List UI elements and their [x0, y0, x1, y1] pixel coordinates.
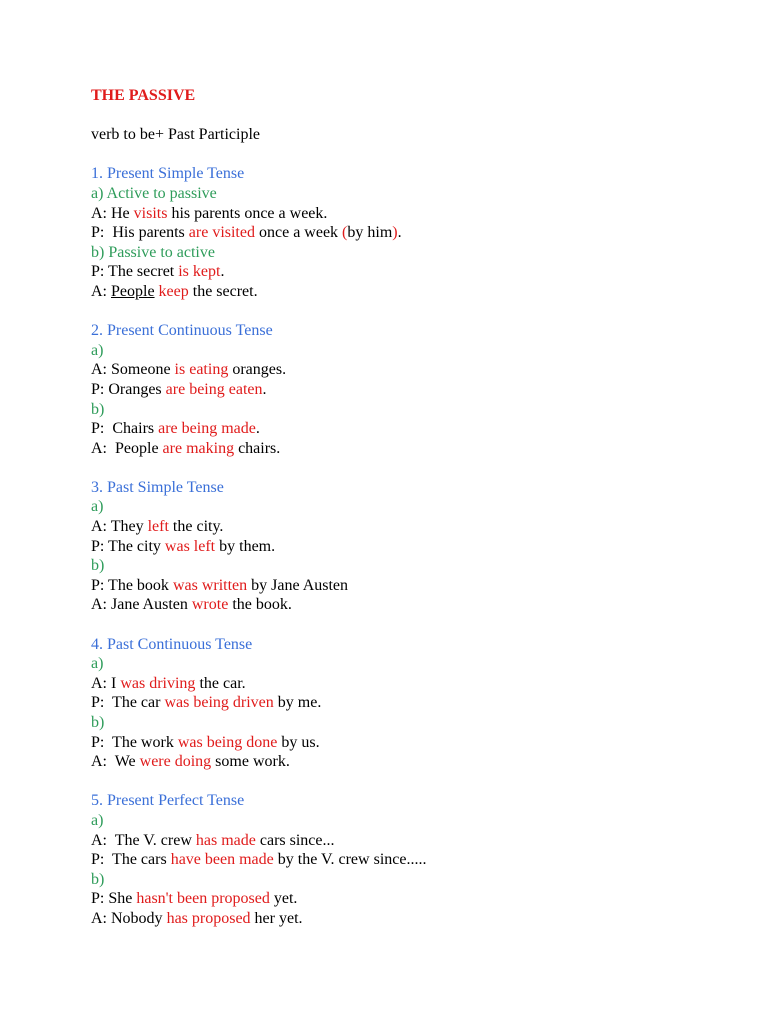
example-sentence — [91, 537, 731, 557]
verb-highlight: hasn't been proposed — [136, 890, 270, 908]
sentence-text: . — [255, 420, 260, 438]
sentence-text: P: The book — [91, 576, 173, 594]
sentence-text: A: I — [91, 674, 121, 692]
example-sentence — [91, 733, 731, 753]
sentence-text: A: He — [91, 204, 134, 222]
sentence-text: cars since... — [255, 831, 335, 849]
tense-section — [91, 321, 731, 458]
verb-highlight: was driving — [120, 674, 196, 692]
sentence-text: A: Nobody — [91, 909, 167, 927]
sentence-text: P: The work — [91, 733, 178, 751]
sentence-text: P: Chairs — [91, 420, 159, 438]
verb-highlight: were doing — [139, 753, 212, 771]
verb-highlight: has made — [195, 831, 256, 849]
sentence-text: the secret. — [188, 282, 258, 300]
example-sentence — [91, 831, 731, 851]
section-heading: 3. Past Simple Tense — [91, 478, 224, 496]
spacer — [91, 106, 731, 126]
verb-highlight: was being driven — [164, 694, 274, 712]
sentence-text: A: Jane Austen — [91, 596, 192, 614]
verb-highlight: are making — [162, 439, 235, 457]
verb-highlight: has proposed — [166, 909, 251, 927]
sentence-text: A: People — [91, 439, 163, 457]
tense-section — [91, 791, 731, 928]
verb-highlight: is kept — [178, 263, 221, 281]
example-sentence — [91, 752, 731, 772]
formula-line: verb to be+ Past Participle — [91, 126, 260, 144]
example-sentence — [91, 517, 731, 537]
verb-highlight: keep — [158, 282, 189, 300]
spacer — [91, 302, 731, 322]
sentence-text: P: The cars — [91, 851, 171, 869]
verb-highlight: was written — [172, 576, 248, 594]
sentence-text: by me. — [273, 694, 322, 712]
verb-highlight: was being done — [177, 733, 278, 751]
group-label: b) — [91, 870, 105, 888]
sentence-text: some work. — [211, 753, 290, 771]
group-label: a) — [91, 655, 104, 673]
group-label: b) — [91, 557, 105, 575]
example-sentence — [91, 674, 731, 694]
example-sentence — [91, 204, 731, 224]
section-heading: 1. Present Simple Tense — [91, 165, 245, 183]
verb-highlight: are being eaten — [165, 380, 263, 398]
tense-section — [91, 478, 731, 615]
verb-highlight: ( — [342, 224, 348, 242]
section-heading: 4. Past Continuous Tense — [91, 635, 253, 653]
sentence-text: A: — [91, 282, 111, 300]
tense-section — [91, 635, 731, 772]
verb-highlight: wrote — [191, 596, 229, 614]
example-sentence — [91, 693, 731, 713]
example-sentence — [91, 850, 731, 870]
group-label: b) — [91, 400, 105, 418]
spacer — [91, 615, 731, 635]
section-heading: 2. Present Continuous Tense — [91, 322, 273, 340]
verb-highlight: left — [147, 518, 169, 536]
sentence-text: . — [262, 380, 267, 398]
verb-highlight: was left — [164, 537, 216, 555]
example-sentence — [91, 439, 731, 459]
verb-highlight: are visited — [188, 224, 255, 242]
spacer — [91, 145, 731, 165]
sentence-text: his parents once a week. — [167, 204, 328, 222]
sentence-text: P: The city — [91, 537, 165, 555]
sentence-text: A: Someone — [91, 361, 175, 379]
spacer — [91, 772, 731, 792]
document-title: THE PASSIVE — [91, 87, 196, 104]
example-sentence — [91, 909, 731, 929]
section-heading: 5. Present Perfect Tense — [91, 792, 245, 810]
group-label: b) — [91, 714, 105, 731]
tense-section — [91, 164, 731, 301]
sentence-text: P: The car — [91, 694, 165, 712]
example-sentence — [91, 576, 731, 596]
example-sentence — [91, 889, 731, 909]
group-label: a) — [91, 811, 104, 829]
example-sentence — [91, 595, 731, 615]
example-sentence — [91, 223, 731, 243]
sentence-text: . — [220, 263, 225, 281]
verb-highlight: ) — [392, 224, 398, 242]
verb-highlight: have been made — [170, 851, 274, 869]
sentence-text: P: The secret — [91, 263, 179, 281]
example-sentence — [91, 282, 731, 302]
example-sentence — [91, 380, 731, 400]
sentence-text: yet. — [269, 890, 298, 908]
example-sentence — [91, 419, 731, 439]
verb-highlight: is eating — [174, 361, 229, 379]
sentence-text: A: The V. crew — [91, 831, 196, 849]
sentence-text: by Jane Austen — [247, 576, 349, 594]
sentence-text: A: We — [91, 753, 140, 771]
sentence-text: by us. — [277, 733, 320, 751]
sentence-text: the city. — [168, 518, 224, 536]
group-label: a) — [91, 341, 104, 359]
sentence-text: once a week — [254, 224, 343, 242]
sentence-text: the car. — [195, 674, 246, 692]
sections-container — [91, 145, 731, 929]
sentence-text: A: They — [91, 518, 148, 536]
sentence-text: P: She — [91, 890, 137, 908]
group-label: b) Passive to active — [91, 243, 215, 261]
sentence-text: the book. — [228, 596, 292, 614]
sentence-text: oranges. — [228, 361, 287, 379]
sentence-text: by the V. crew since..... — [273, 851, 427, 869]
verb-highlight: are being made — [158, 420, 256, 438]
sentence-text: by them. — [215, 537, 276, 555]
sentence-text: by him — [347, 224, 393, 242]
underlined-word: People — [111, 282, 155, 300]
group-label: a) — [91, 498, 104, 516]
spacer — [91, 458, 731, 478]
sentence-text: . — [397, 224, 402, 242]
sentence-text: P: His parents — [91, 224, 189, 242]
group-label: a) Active to passive — [91, 184, 217, 202]
sentence-text: P: Oranges — [91, 380, 166, 398]
verb-highlight: visits — [133, 204, 168, 222]
example-sentence — [91, 360, 731, 380]
document-body — [91, 86, 731, 929]
sentence-text: her yet. — [250, 909, 303, 927]
sentence-text: chairs. — [234, 439, 281, 457]
example-sentence — [91, 262, 731, 282]
